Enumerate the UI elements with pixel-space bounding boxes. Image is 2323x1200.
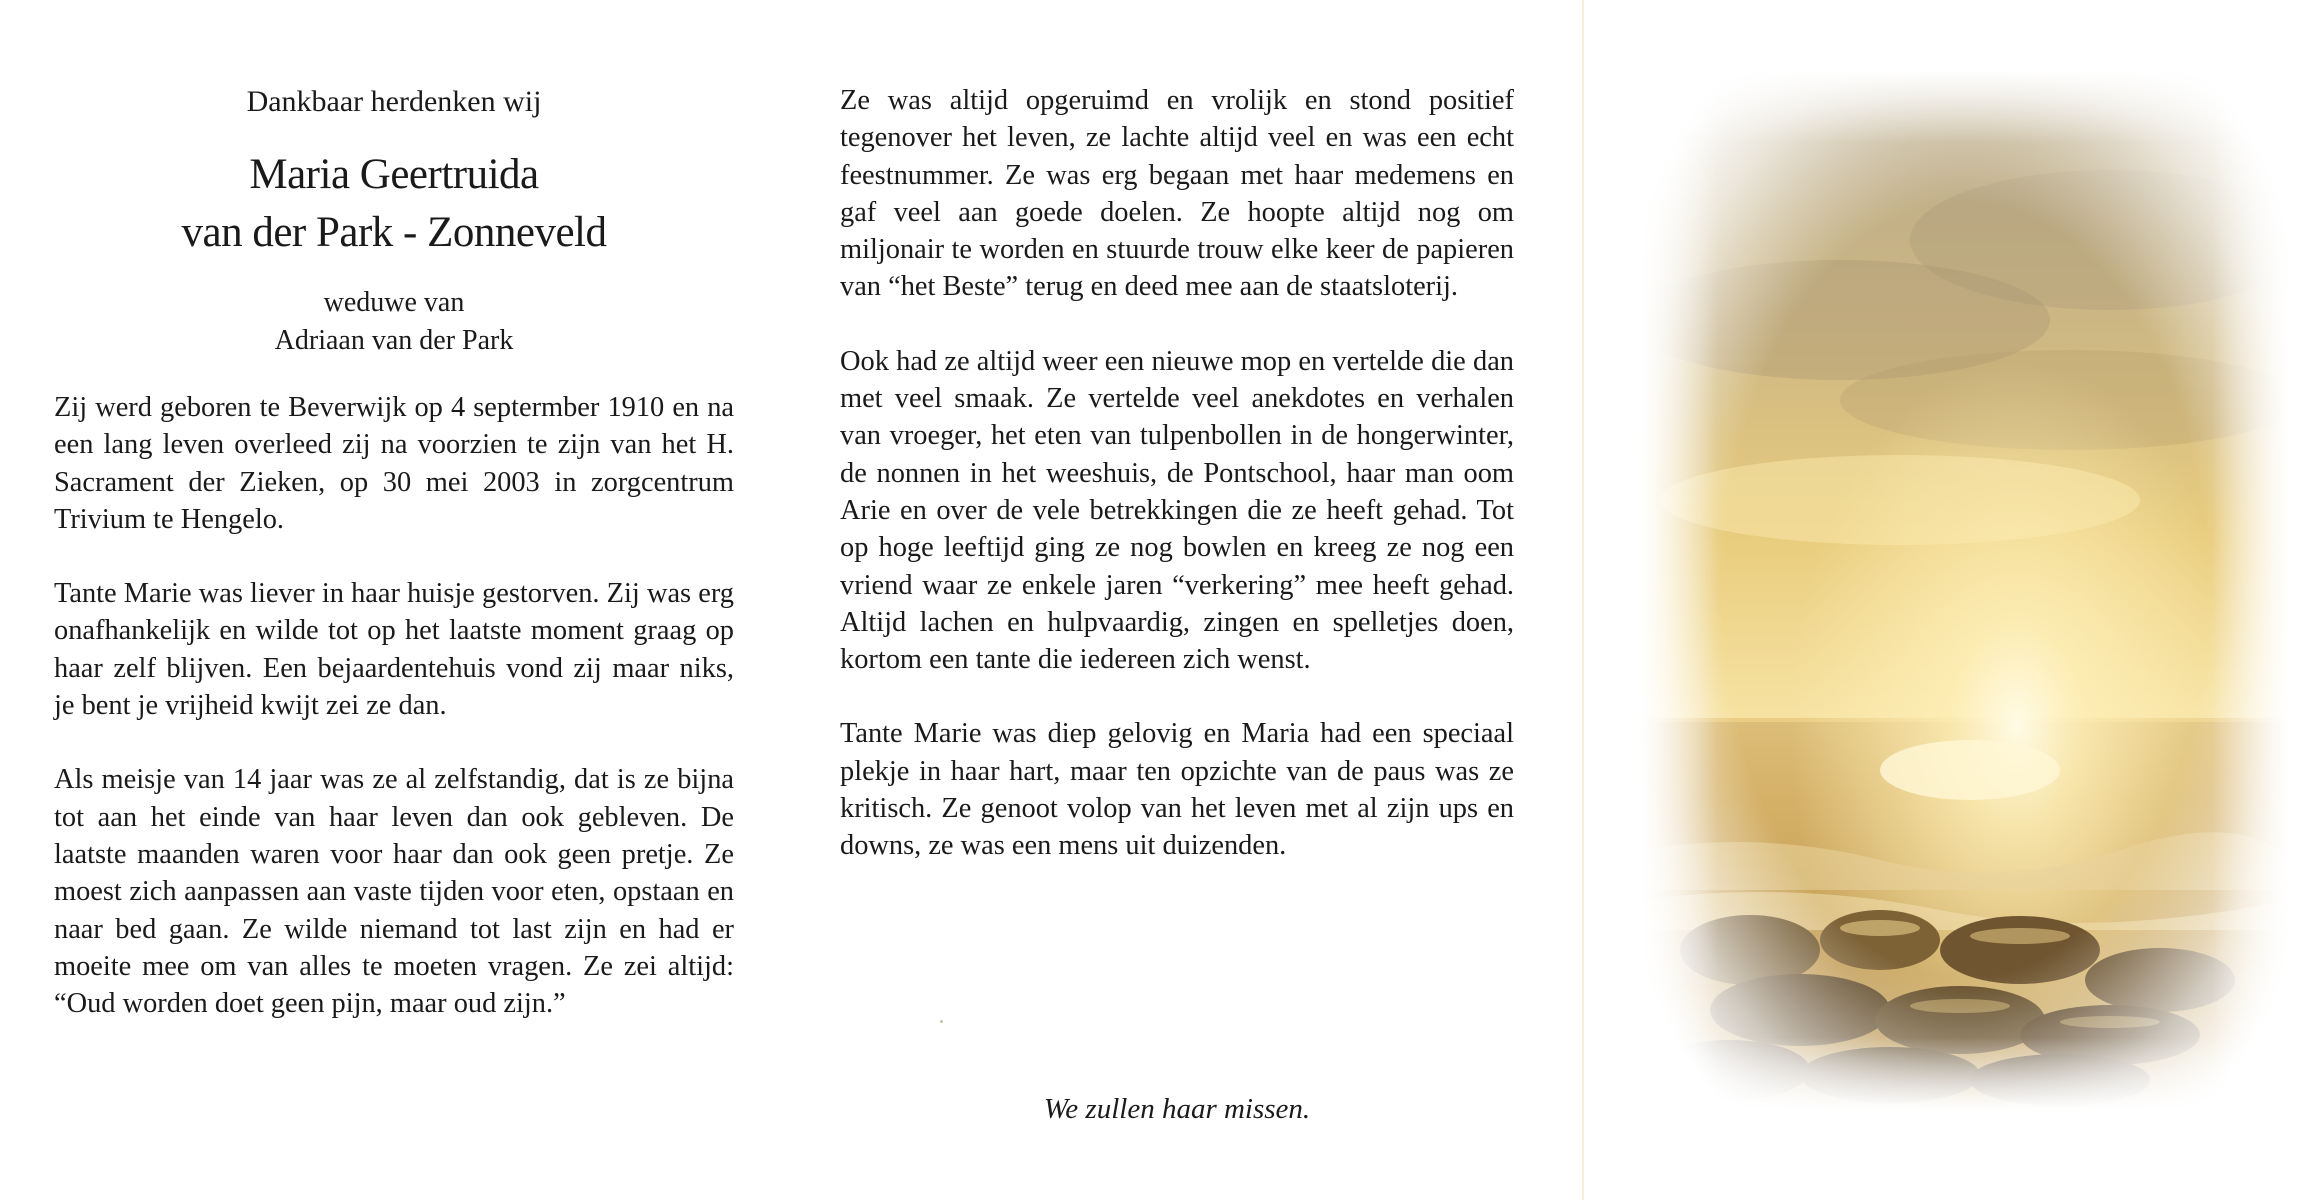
paragraph-anecdotes: Ook had ze altijd weer een nieuwe mop en vertelde die dan met veel smaak. Ze vertelde veel anekdotes en verhalen van vroeger, het eten van tulpenbollen in de hongerwinter, de nonnen in het weeshuis, de Pontschool, haar man oom Arie en over de vele betrekkingen die ze heeft gehad. Tot op hoge leeftijd ging ze nog bowlen en kreeg ze nog een vriend waar ze enkele jaren “verkering” mee heeft gehad. Altijd lachen en hulpvaardig, zingen en spelletjes doen, kortom een tante die iedereen zich wenst. — [840, 345, 1514, 676]
widow-label: weduwe van — [323, 287, 465, 318]
paragraph-character: Ze was altijd opgeruimd en vrolijk en stond positief tegenover het leven, ze lachte altijd veel en was een echt feestnummer. Ze was erg begaan met haar medemens en gaf veel aan goede doelen. Ze hoopte altijd nog om miljonair te worden en stuurde trouw elke keer de papieren van “het Beste” terug en deed mee aan de staatsloterij. — [840, 85, 1514, 303]
name-line-first: Maria Geertruida — [249, 151, 539, 198]
name-line-second: van der Park - Zonneveld — [181, 209, 607, 256]
left-column — [54, 82, 734, 1022]
remembrance-header: Dankbaar herdenken wij — [246, 85, 542, 118]
spouse-name: Adriaan van der Park — [274, 325, 514, 356]
sunset-sea-photo-svg — [1640, 70, 2290, 1110]
paragraph-independence: Tante Marie was liever in haar huisje gestorven. Zij was erg onafhankelijk en wilde tot op het laatste moment graag op haar zelf blijven. Een bejaardentehuis vond zij maar niks, je bent je vrijheid kwijt zei ze dan. — [54, 578, 734, 722]
paragraph-last-months: Als meisje van 14 jaar was ze al zelfstandig, dat is ze bijna tot aan het einde van haar leven dan ook gebleven. De laatste maanden waren voor haar dan ook geen pretje. Ze moest zich aanpassen aan vaste tijden voor eten, opstaan en naar bed gaan. Ze wilde niemand tot last zijn en had er moeite mee om van alles te moeten vragen. Ze zei altijd: “Oud worden doet geen pijn, maar oud zijn.” — [54, 764, 734, 1020]
deceased-name — [54, 146, 734, 262]
widow-of — [54, 284, 734, 360]
card-fold-line — [1582, 0, 1584, 1200]
paragraph-birth-death: Zij werd geboren te Beverwijk op 4 septermber 1910 en na een lang leven overleed zij na voorzien te zijn van het H. Sacrament der Zieken, op 30 mei 2003 in zorgcentrum Trivium te Hengelo. — [54, 392, 734, 535]
closing-line: We zullen haar missen. — [1043, 1093, 1311, 1125]
paper-speck — [940, 1020, 943, 1023]
paragraph-faith: Tante Marie was diep gelovig en Maria had een speciaal plekje in haar hart, maar ten opzichte van de paus was ze kritisch. Ze genoot volop van het leven met al zijn ups en downs, ze was een mens uit duizenden. — [840, 718, 1514, 862]
middle-column — [840, 82, 1514, 865]
sunset-sea-photo — [1640, 70, 2290, 1110]
